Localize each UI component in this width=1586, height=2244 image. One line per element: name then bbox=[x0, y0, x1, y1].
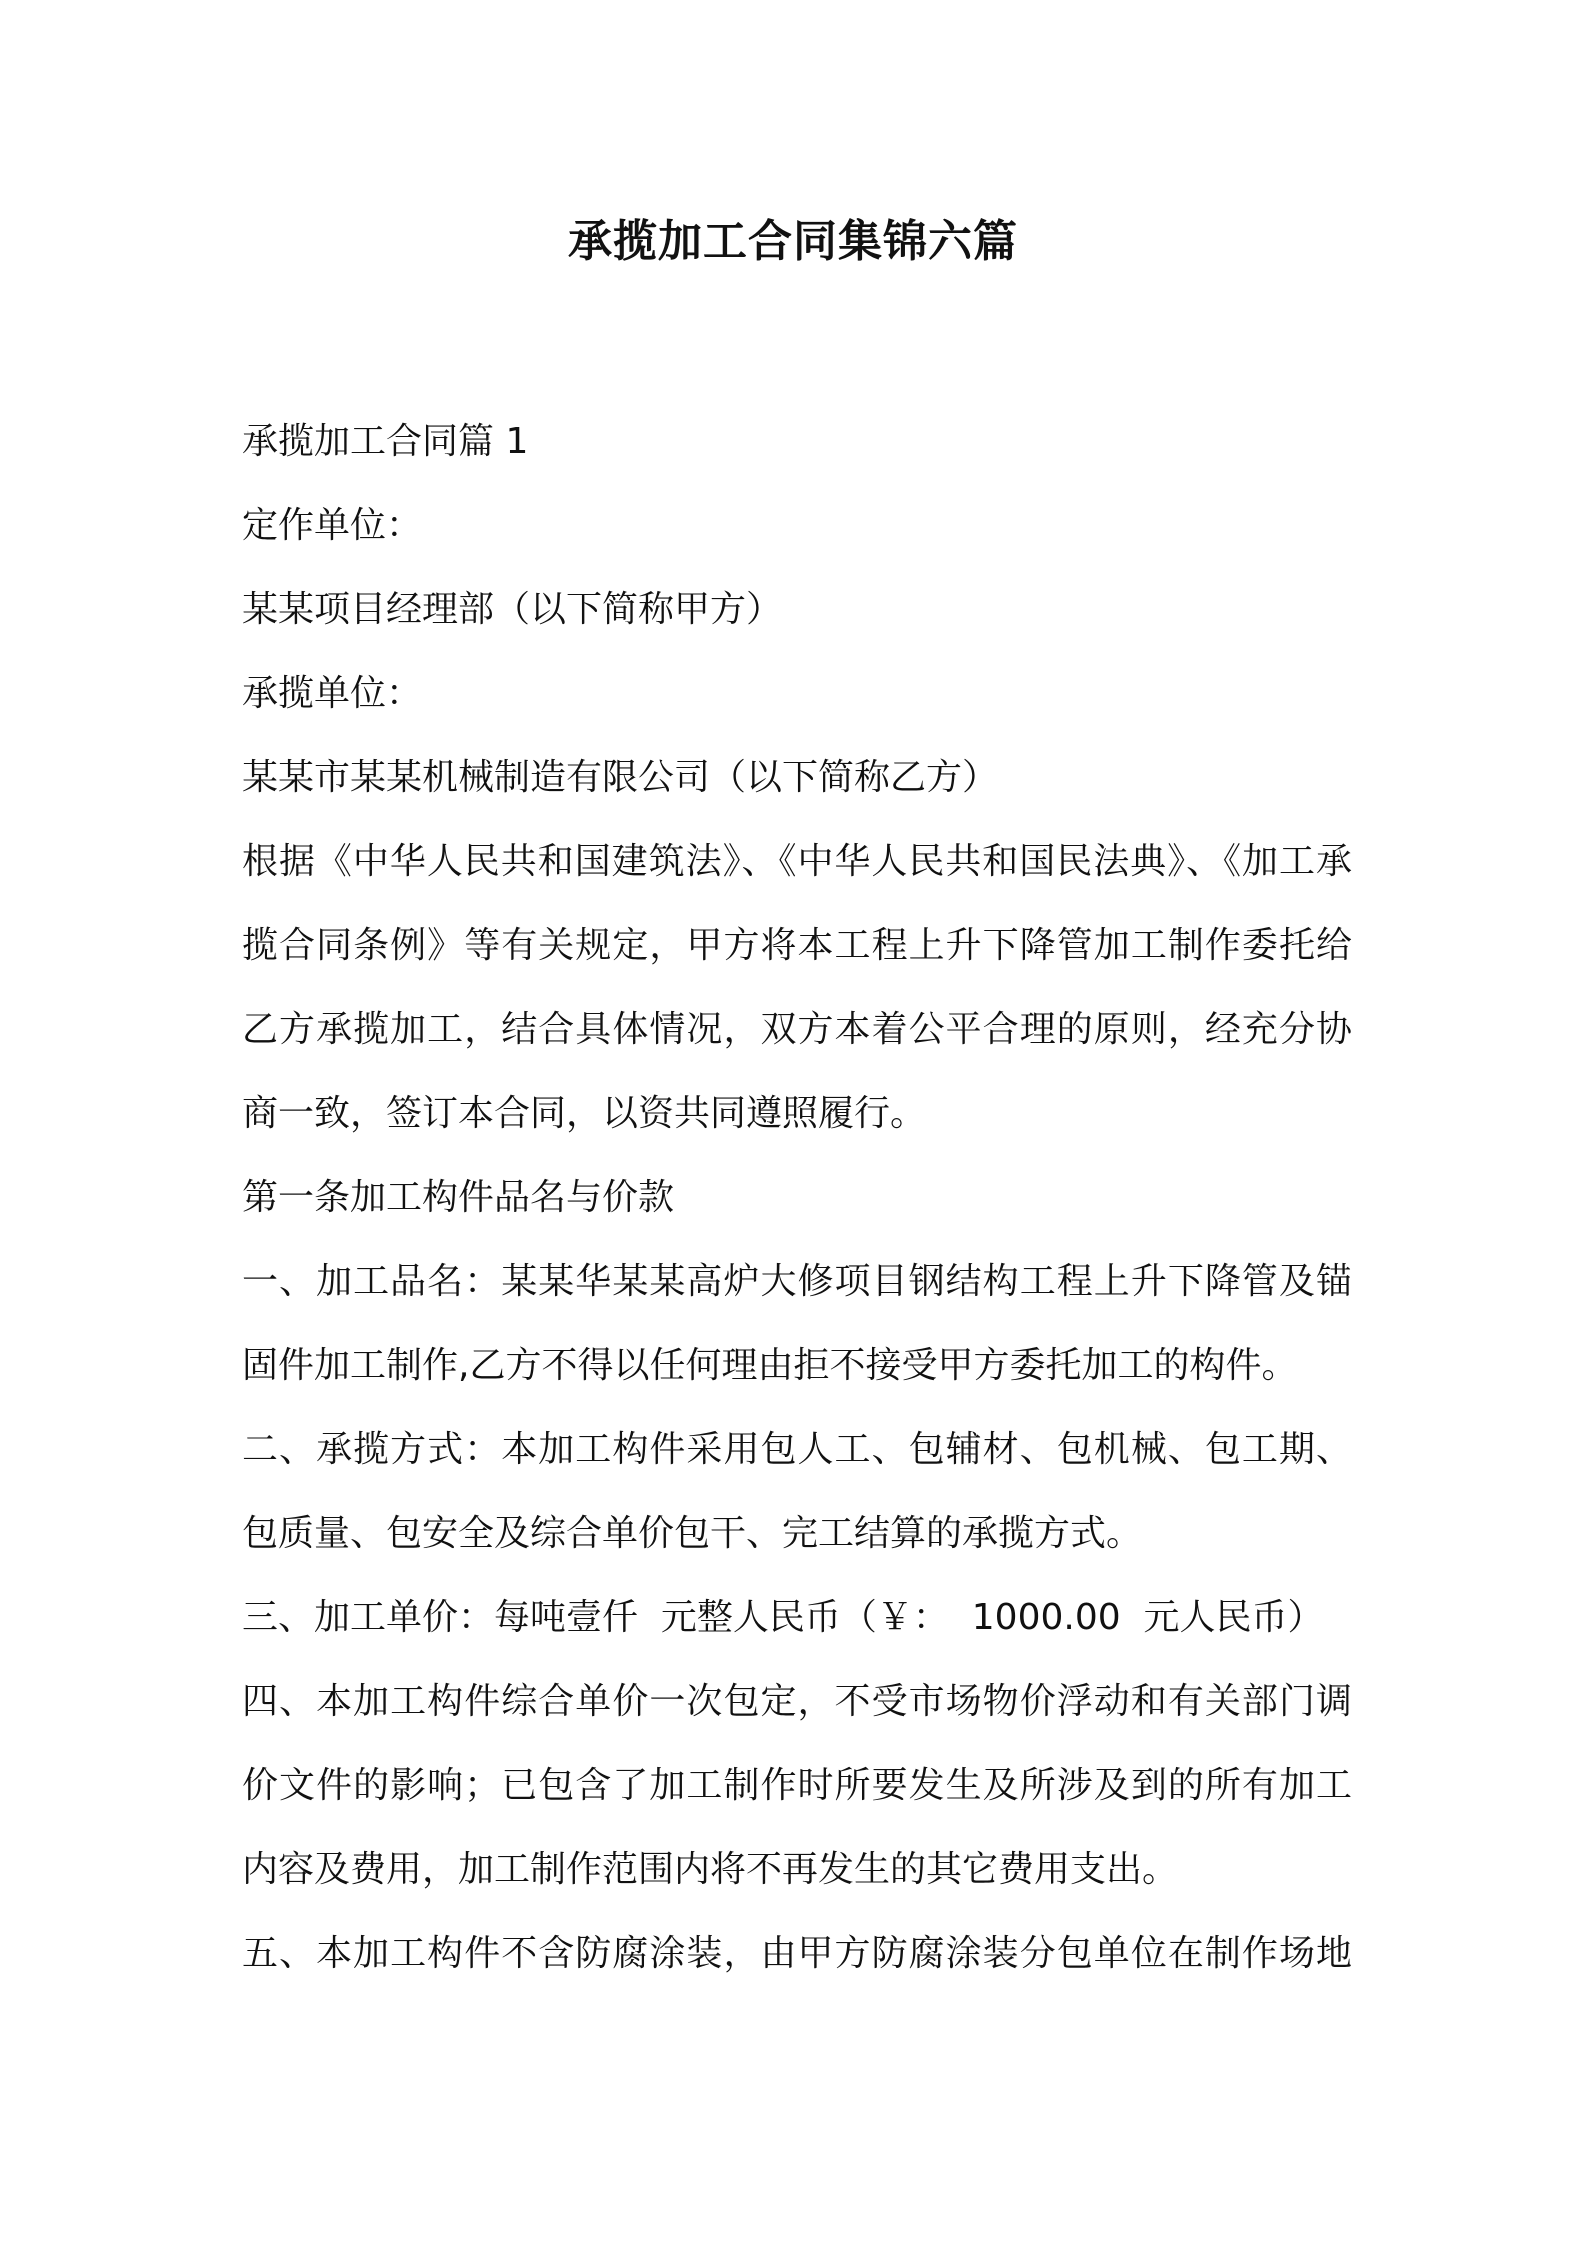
paragraph-line: 乙方承揽加工，结合具体情况，双方本着公平合理的原则，经充分协 bbox=[242, 1009, 1352, 1050]
paragraph-line: 价文件的影响；已包含了加工制作时所要发生及所涉及到的所有加工 bbox=[242, 1765, 1352, 1806]
paragraph-line: 五、本加工构件不含防腐涂装，由甲方防腐涂装分包单位在制作场地 bbox=[242, 1933, 1352, 1974]
document-title: 承揽加工合同集锦六篇 bbox=[568, 216, 1018, 267]
document-body bbox=[242, 400, 1352, 1996]
paragraph-line: 三、加工单价：每吨壹仟 元整人民币（￥： 1000.00 元人民币） bbox=[242, 1597, 1324, 1638]
paragraph-line: 内容及费用，加工制作范围内将不再发生的其它费用支出。 bbox=[242, 1849, 1179, 1890]
article-heading: 第一条加工构件品名与价款 bbox=[242, 1177, 675, 1218]
paragraph-line: 揽合同条例》等有关规定，甲方将本工程上升下降管加工制作委托给 bbox=[242, 925, 1352, 966]
paragraph-line: 定作单位： bbox=[242, 505, 423, 546]
paragraph-line: 包质量、包安全及综合单价包干、完工结算的承揽方式。 bbox=[242, 1513, 1143, 1554]
paragraph-line: 根据《中华人民共和国建筑法》、《中华人民共和国民法典》、《加工承 bbox=[242, 841, 1352, 882]
paragraph-line: 固件加工制作,乙方不得以任何理由拒不接受甲方委托加工的构件。 bbox=[242, 1345, 1298, 1386]
paragraph-line: 一、加工品名：某某华某某高炉大修项目钢结构工程上升下降管及锚 bbox=[242, 1261, 1352, 1302]
paragraph-line: 四、本加工构件综合单价一次包定，不受市场物价浮动和有关部门调 bbox=[242, 1681, 1352, 1722]
paragraph-line: 商一致，签订本合同，以资共同遵照履行。 bbox=[242, 1093, 927, 1134]
section-heading: 承揽加工合同篇 1 bbox=[242, 421, 529, 462]
paragraph-line: 二、承揽方式：本加工构件采用包人工、包辅材、包机械、包工期、 bbox=[242, 1429, 1352, 1470]
paragraph-line: 某某市某某机械制造有限公司（以下简称乙方） bbox=[242, 757, 999, 798]
paragraph-line: 某某项目经理部（以下简称甲方） bbox=[242, 589, 783, 630]
paragraph-line: 承揽单位： bbox=[242, 673, 423, 714]
